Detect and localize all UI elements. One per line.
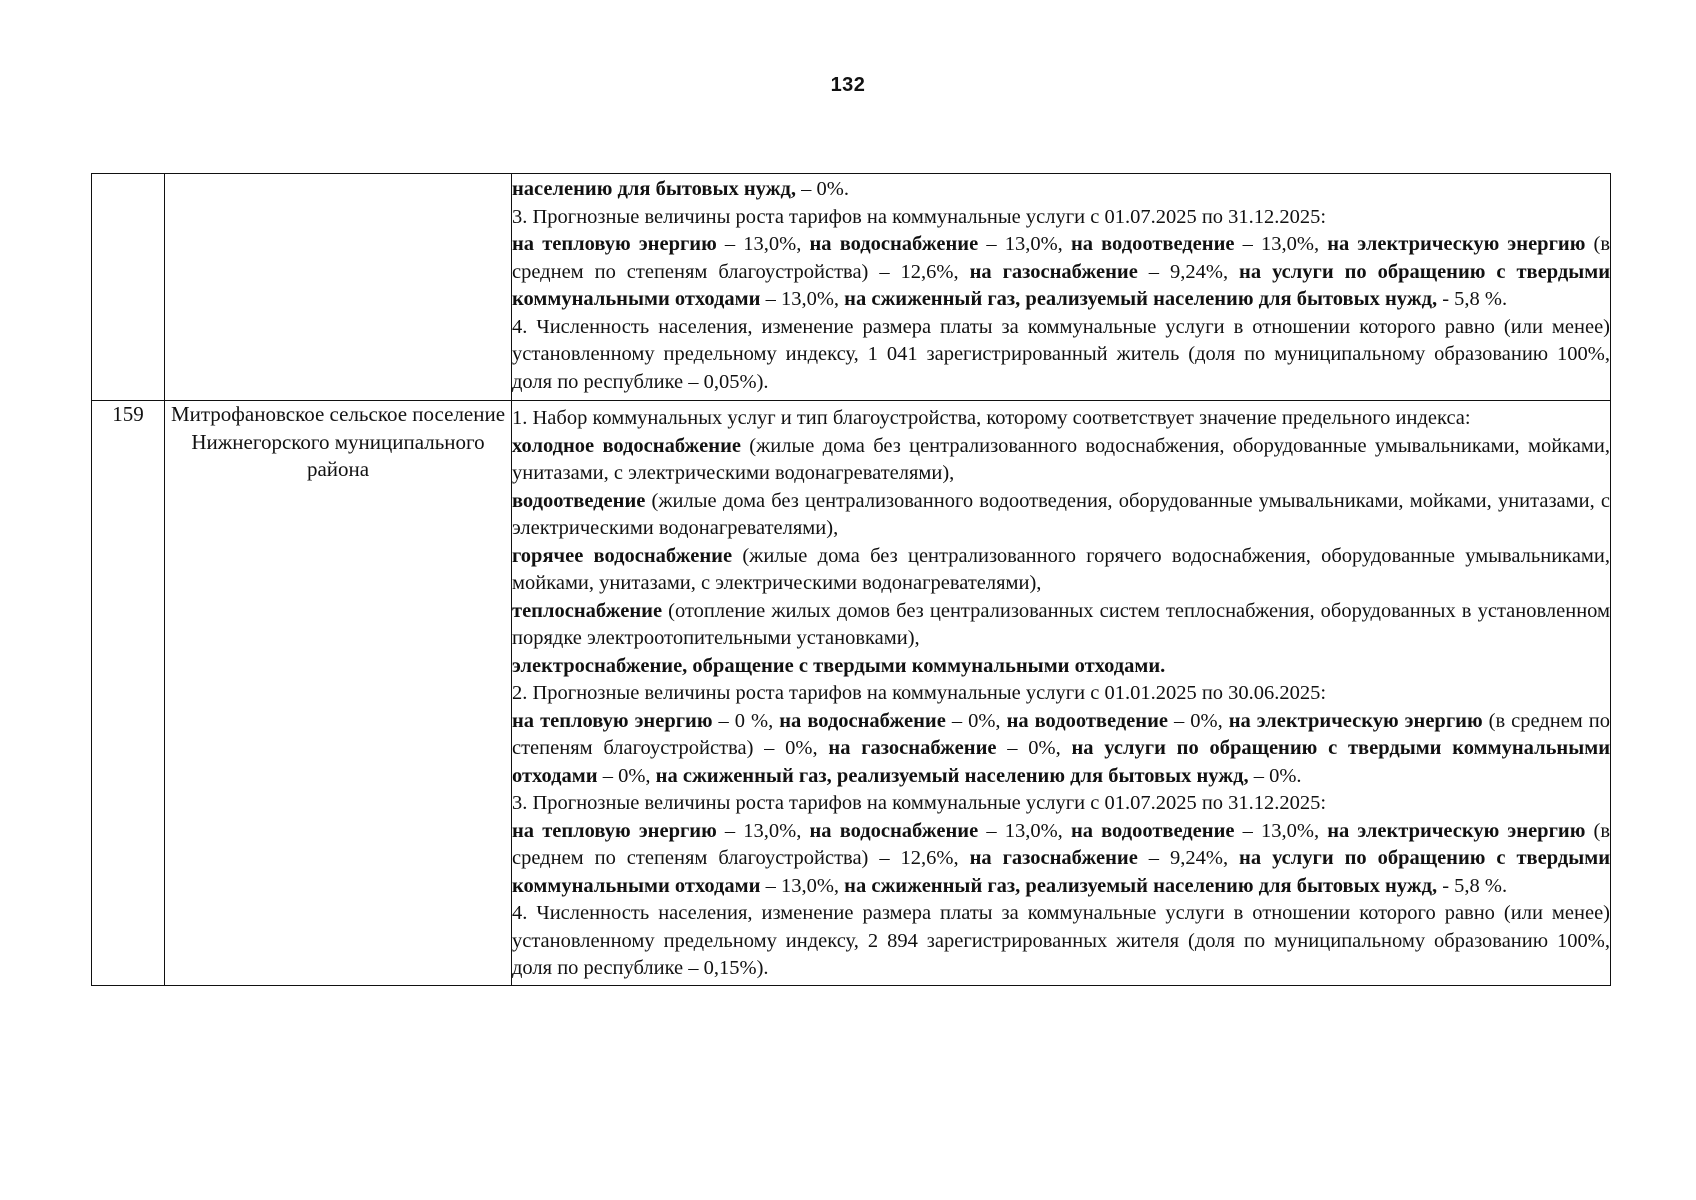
- text-run: – 0 %,: [712, 709, 780, 732]
- bold-text: на водоснабжение: [809, 233, 979, 255]
- table-row: [92, 174, 1611, 401]
- bold-text: на сжиженный газ, реализуемый населению для бытовых нужд,: [655, 764, 1249, 787]
- bold-text: на электрическую энергию: [1228, 709, 1483, 732]
- text-run: (в среднем по степеням благоустройства) – 0%,: [512, 709, 1610, 759]
- municipality-cell: Митрофановское сельское поселение Нижнегорского муниципального района: [165, 401, 512, 986]
- content-paragraph: [512, 488, 1610, 543]
- text-run: – 0%,: [945, 709, 1007, 732]
- text-run: – 0%.: [1248, 764, 1302, 787]
- bold-text: на газоснабжение: [969, 847, 1138, 869]
- text-run: (жилые дома без централизованного горячего водоснабжения, оборудованные умывальниками, мойками, унитазами, с электрическими водонагревателями),: [512, 544, 1610, 594]
- text-run: (отопление жилых домов без централизованных систем теплоснабжения, оборудованных в установленном порядке электроотопительными установками),: [512, 599, 1610, 649]
- text-run: – 9,24%,: [1137, 260, 1240, 283]
- bold-text: на тепловую энергию: [512, 709, 713, 732]
- content-paragraph: [512, 204, 1610, 232]
- bold-text: на водоотведение: [1070, 819, 1235, 842]
- bold-text: на тепловую энергию: [512, 233, 717, 255]
- bold-text: теплоснабжение: [512, 599, 663, 622]
- text-run: 4. Численность населения, изменение размера платы за коммунальные услуги в отношении которого равно (или менее) установленному предельному индексу, 1 041 зарегистрированный житель (доля по муниципальному образованию 100%, доля по республике – 0,05%).: [512, 315, 1610, 393]
- content-paragraph: [512, 314, 1610, 397]
- row-number-cell: [92, 174, 165, 401]
- text-run: (жилые дома без централизованного водоснабжения, оборудованные умывальниками, мойками, унитазами, с электрическими водонагревателями),: [512, 434, 1610, 484]
- content-paragraph: [512, 231, 1610, 314]
- text-run: – 0%.: [796, 178, 849, 200]
- text-run: – 13,0%,: [1234, 819, 1328, 842]
- content-paragraph: [512, 790, 1610, 818]
- text-run: – 13,0%,: [716, 819, 810, 842]
- bold-text: на газоснабжение: [969, 260, 1138, 283]
- text-run: - 5,8 %.: [1437, 874, 1508, 897]
- bold-text: на водоснабжение: [779, 709, 946, 732]
- content-paragraph: [512, 598, 1610, 653]
- content-paragraph: [512, 900, 1610, 983]
- bold-text: на водоотведение: [1070, 233, 1235, 255]
- text-run: – 0%,: [597, 764, 656, 787]
- text-run: – 9,24%,: [1137, 847, 1240, 869]
- bold-text: холодное водоснабжение: [512, 434, 741, 457]
- text-run: - 5,8 %.: [1437, 288, 1508, 310]
- bold-text: на газоснабжение: [828, 737, 997, 759]
- content-paragraph: [512, 543, 1610, 598]
- text-run: – 13,0%,: [978, 819, 1071, 842]
- bold-text: на водоснабжение: [809, 819, 979, 842]
- bold-text: на услуги по обращению с твердыми коммунальными отходами: [512, 847, 1611, 897]
- text-run: 3. Прогнозные величины роста тарифов на коммунальные услуги с 01.07.2025 по 31.12.2025:: [512, 792, 1327, 814]
- content-paragraph: [512, 708, 1610, 791]
- content-paragraph: [512, 818, 1610, 901]
- text-run: – 13,0%,: [760, 874, 845, 897]
- text-run: 3. Прогнозные величины роста тарифов на коммунальные услуги с 01.07.2025 по 31.12.2025:: [512, 205, 1327, 228]
- bold-text: на тепловую энергию: [512, 819, 717, 842]
- text-run: – 13,0%,: [1234, 233, 1328, 255]
- bold-text: населению для бытовых нужд,: [512, 178, 797, 200]
- content-cell: [512, 401, 1611, 986]
- content-cell: [512, 174, 1611, 401]
- tariff-table: [91, 173, 1611, 986]
- text-run: 1. Набор коммунальных услуг и тип благоустройства, которому соответствует значение предельного индекса:: [512, 407, 1471, 429]
- row-number-cell: 159: [92, 401, 165, 986]
- text-run: – 13,0%,: [716, 233, 810, 255]
- text-run: (в среднем по степеням благоустройства) – 12,6%,: [512, 819, 1610, 869]
- text-run: 4. Численность населения, изменение размера платы за коммунальные услуги в отношении которого равно (или менее) установленному предельному индексу, 2 894 зарегистрированных жителя (доля по муниципальному образованию 100%, доля по республике – 0,15%).: [512, 902, 1610, 979]
- page-number: 132: [830, 74, 866, 96]
- text-run: – 0%,: [996, 737, 1072, 759]
- bold-text: на услуги по обращению с твердыми коммунальными отходами: [512, 737, 1611, 787]
- bold-text: на сжиженный газ, реализуемый населению для бытовых нужд,: [844, 874, 1438, 897]
- content-paragraph: [512, 680, 1610, 708]
- bold-text: водоотведение: [512, 489, 646, 512]
- bold-text: на электрическую энергию: [1327, 819, 1586, 842]
- content-paragraph: [512, 405, 1610, 433]
- text-run: – 0%,: [1167, 709, 1229, 732]
- text-run: (жилые дома без централизованного водоотведения, оборудованные умывальниками, мойками, унитазами, с электрическими водонагревателями),: [512, 489, 1610, 539]
- content-paragraph: [512, 176, 1610, 204]
- bold-text: на услуги по обращению с твердыми коммунальными отходами: [512, 260, 1611, 310]
- municipality-cell: [165, 174, 512, 401]
- text-run: – 13,0%,: [760, 288, 845, 310]
- text-run: 2. Прогнозные величины роста тарифов на коммунальные услуги с 01.01.2025 по 30.06.2025:: [512, 682, 1327, 704]
- content-paragraph: [512, 433, 1610, 488]
- text-run: – 13,0%,: [978, 233, 1071, 255]
- table-row: [92, 401, 1611, 986]
- bold-text: на электрическую энергию: [1327, 233, 1586, 255]
- bold-text: горячее водоснабжение: [512, 544, 733, 567]
- bold-text: на сжиженный газ, реализуемый населению для бытовых нужд,: [844, 288, 1438, 310]
- text-run: (в среднем по степеням благоустройства) – 12,6%,: [512, 233, 1610, 283]
- bold-text: на водоотведение: [1006, 709, 1168, 732]
- bold-text: электроснабжение, обращение с твердыми коммунальными отходами.: [512, 654, 1166, 677]
- content-paragraph: [512, 653, 1610, 681]
